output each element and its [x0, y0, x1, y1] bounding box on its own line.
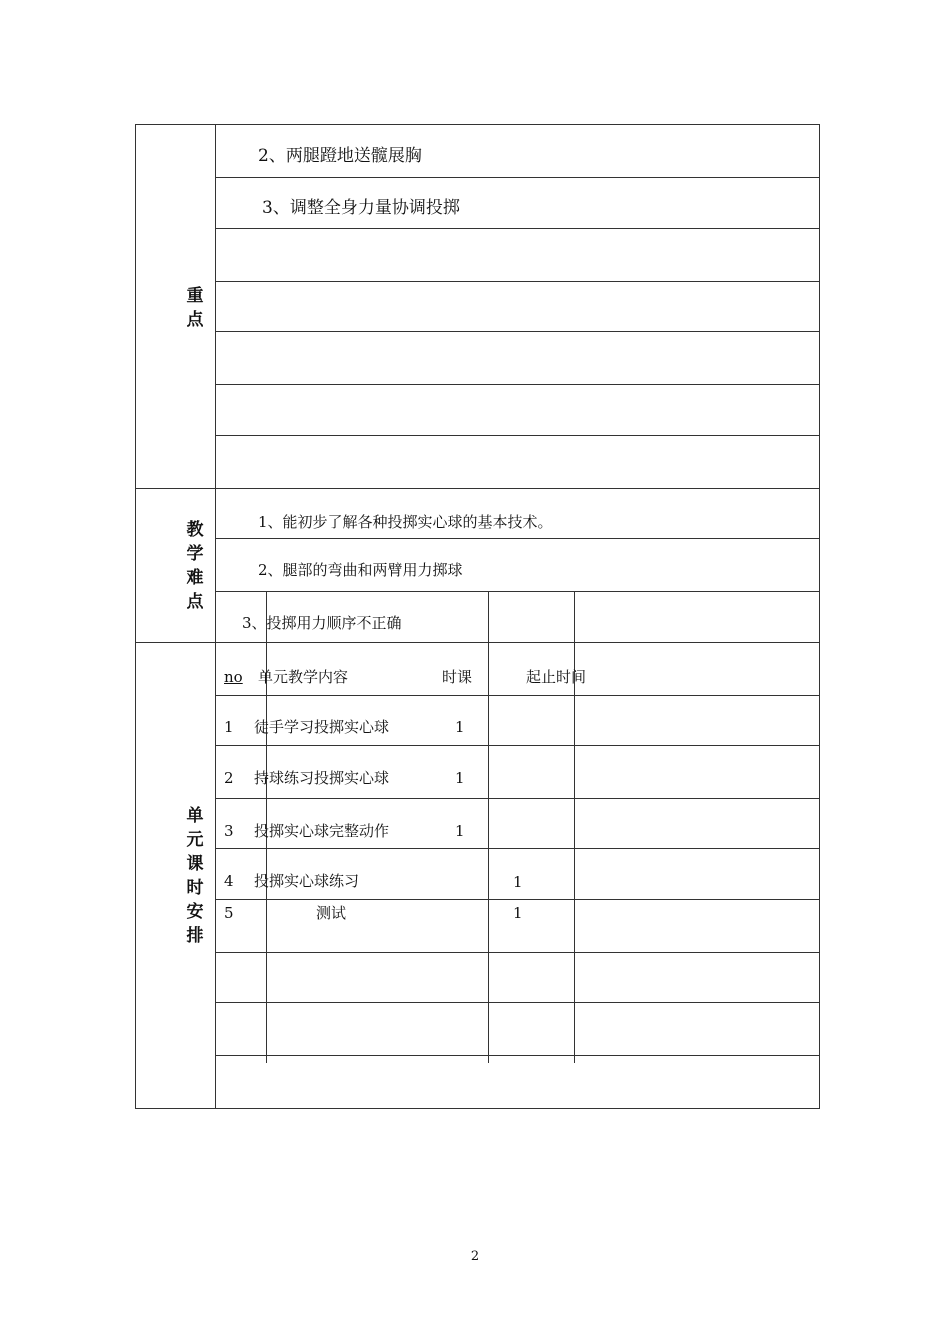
difficulty-item: 1、能初步了解各种投掷实心球的基本技术。: [258, 513, 553, 531]
row-line: [215, 899, 820, 900]
row-line: [215, 952, 820, 953]
table-border-right: [819, 124, 820, 1109]
label-char: 排: [186, 926, 204, 946]
section-label-focus: [180, 284, 210, 332]
section-divider: [135, 642, 820, 643]
row-line: [215, 848, 820, 849]
row-content: 持球练习投掷实心球: [254, 769, 390, 787]
label-char: 难: [186, 568, 204, 588]
row-hours: 1: [455, 769, 465, 787]
row-line: [215, 435, 820, 436]
schedule-header-no: no: [224, 668, 243, 686]
section-divider: [135, 488, 820, 489]
label-char: 教: [186, 520, 204, 540]
section-label-difficulty: [180, 518, 210, 614]
label-char: 课: [186, 854, 204, 874]
difficulty-item: 3、投掷用力顺序不正确: [242, 614, 402, 632]
section-label-schedule: [180, 804, 210, 948]
label-column-divider: [215, 124, 216, 1109]
schedule-header-content: 单元教学内容: [258, 668, 349, 686]
label-char: 安: [186, 902, 204, 922]
row-line: [215, 331, 820, 332]
row-line: [215, 745, 820, 746]
row-content: 徒手学习投掷实心球: [254, 718, 390, 736]
schedule-column-line: [574, 592, 575, 1063]
label-char: 点: [186, 592, 204, 612]
table-border-top: [135, 124, 820, 125]
row-line: [215, 591, 820, 592]
focus-item: 3、调整全身力量协调投掷: [262, 198, 460, 218]
row-line: [215, 177, 820, 178]
label-char: 重: [186, 286, 204, 306]
row-line: [215, 538, 820, 539]
row-content: 投掷实心球练习: [254, 872, 360, 890]
label-char: 元: [186, 830, 204, 850]
table-border-bottom: [135, 1108, 820, 1109]
row-no: 2: [224, 769, 234, 787]
table-border-left: [135, 124, 136, 1109]
row-line: [215, 384, 820, 385]
row-line: [215, 281, 820, 282]
row-no: 3: [224, 822, 234, 840]
schedule-column-line: [488, 592, 489, 1063]
row-line: [215, 1055, 820, 1056]
row-hours: 1: [513, 873, 523, 891]
row-hours: 1: [513, 904, 523, 922]
row-no: 5: [224, 904, 234, 922]
page-number: 2: [470, 1249, 480, 1264]
focus-item: 2、两腿蹬地送髋展胸: [258, 146, 422, 166]
label-char: 时: [186, 878, 204, 898]
schedule-header-hours: 时课: [442, 668, 473, 686]
row-no: 1: [224, 718, 234, 736]
difficulty-item: 2、腿部的弯曲和两臂用力掷球: [258, 561, 463, 579]
row-line: [215, 228, 820, 229]
row-line: [215, 798, 820, 799]
row-hours: 1: [455, 822, 465, 840]
row-line: [215, 695, 820, 696]
label-char: 单: [186, 806, 204, 826]
row-content: 投掷实心球完整动作: [254, 822, 390, 840]
schedule-header-time: 起止时间: [526, 668, 587, 686]
label-char: 点: [186, 310, 204, 330]
row-no: 4: [224, 872, 234, 890]
row-hours: 1: [455, 718, 465, 736]
row-content: 测试: [316, 904, 347, 922]
label-char: 学: [186, 544, 204, 564]
row-line: [215, 1002, 820, 1003]
